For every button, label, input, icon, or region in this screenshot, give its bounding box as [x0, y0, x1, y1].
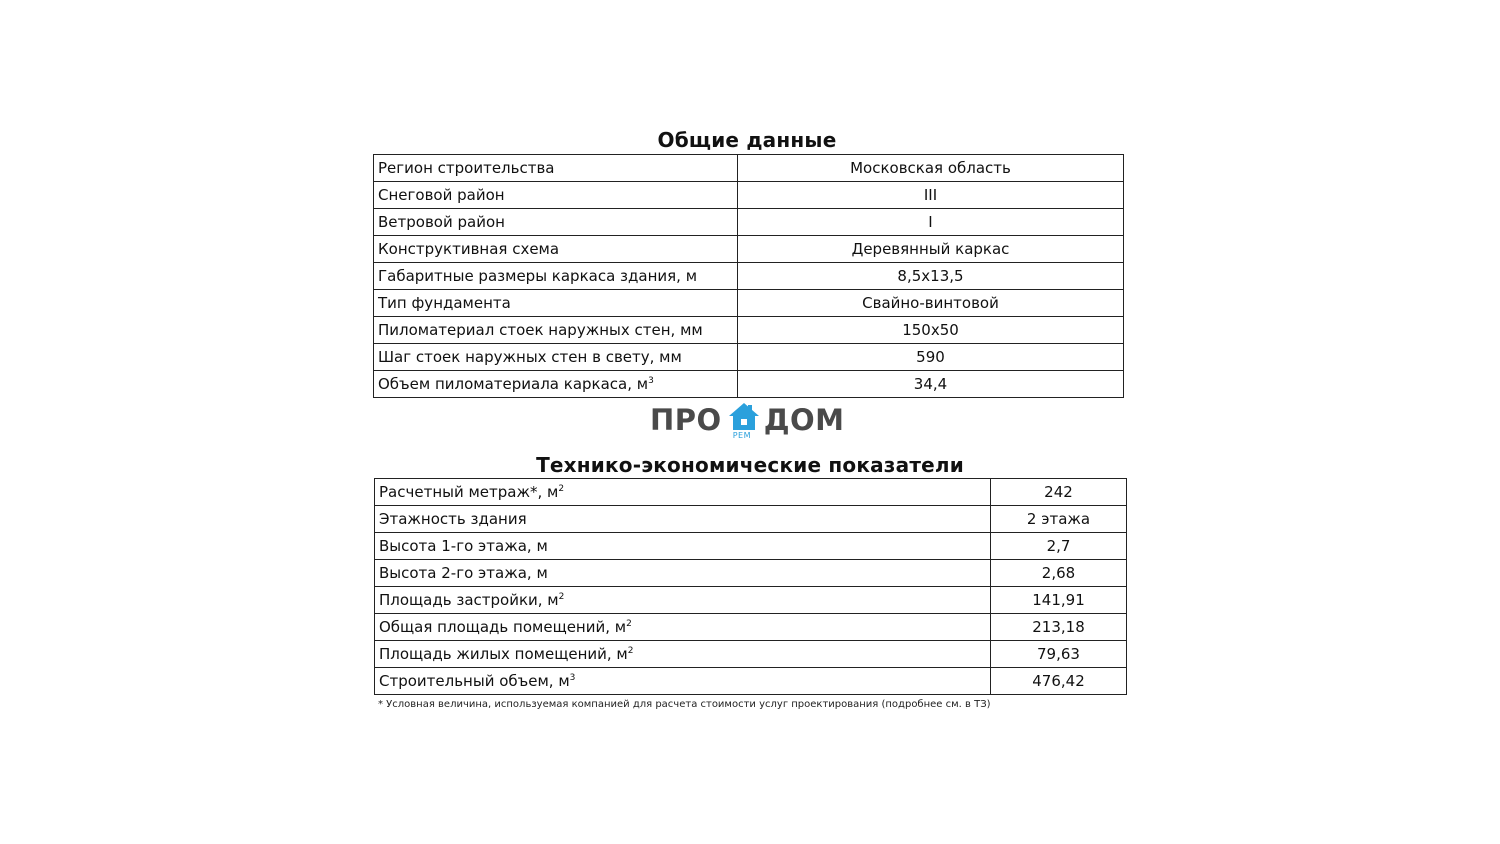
- row-label: Этажность здания: [375, 506, 991, 533]
- row-value: 150х50: [738, 317, 1124, 344]
- general-data-table: [373, 154, 1124, 398]
- row-label: [375, 614, 991, 641]
- row-value: Деревянный каркас: [738, 236, 1124, 263]
- table-row: [374, 263, 1124, 290]
- unit-exponent: 2: [626, 619, 632, 629]
- row-value: Московская область: [738, 155, 1124, 182]
- tech-indicators-table: [374, 478, 1127, 695]
- row-label: [375, 587, 991, 614]
- unit-exponent: 3: [569, 673, 576, 683]
- row-label-text: Строительный объем, м: [379, 672, 570, 690]
- table-row: [374, 371, 1124, 398]
- table-row: [375, 479, 1127, 506]
- row-label-text: Общая площадь помещений, м: [379, 618, 627, 636]
- row-value: 2,68: [991, 560, 1127, 587]
- house-icon: [728, 402, 760, 442]
- row-label-text: Расчетный метраж*, м: [379, 483, 559, 501]
- row-label: Ветровой район: [374, 209, 738, 236]
- row-label: Конструктивная схема: [374, 236, 738, 263]
- row-label: Габаритные размеры каркаса здания, м: [374, 263, 738, 290]
- row-value: 8,5х13,5: [738, 263, 1124, 290]
- row-value: 213,18: [991, 614, 1127, 641]
- table-row: [375, 533, 1127, 560]
- table-row: [375, 587, 1127, 614]
- table-row: [375, 614, 1127, 641]
- logo-left-text: ПРО: [650, 403, 722, 437]
- row-value: 34,4: [738, 371, 1124, 398]
- logo-sub-text: РЕМ: [732, 431, 751, 440]
- table-row: [374, 236, 1124, 263]
- row-label: [375, 641, 991, 668]
- row-value: III: [738, 182, 1124, 209]
- unit-exponent: 2: [558, 484, 565, 494]
- row-value: 476,42: [991, 668, 1127, 695]
- table-row: [374, 317, 1124, 344]
- unit-exponent: 3: [648, 376, 654, 386]
- table-row: [374, 155, 1124, 182]
- row-label: Тип фундамента: [374, 290, 738, 317]
- tech-indicators-title: Технико-экономические показатели: [536, 453, 964, 477]
- row-value: 2,7: [991, 533, 1127, 560]
- unit-exponent: 2: [627, 646, 634, 656]
- table-row: [374, 290, 1124, 317]
- row-label-text: Площадь застройки, м: [379, 591, 559, 609]
- general-data-title: Общие данные: [657, 128, 837, 152]
- company-logo: [650, 402, 845, 442]
- row-label: Шаг стоек наружных стен в свету, мм: [374, 344, 738, 371]
- row-value: Свайно-винтовой: [738, 290, 1124, 317]
- row-value: 141,91: [991, 587, 1127, 614]
- row-label: Снеговой район: [374, 182, 738, 209]
- row-label: Высота 1-го этажа, м: [375, 533, 991, 560]
- table-row: [374, 209, 1124, 236]
- row-label: [375, 479, 991, 506]
- row-label: [375, 668, 991, 695]
- row-label-text: Площадь жилых помещений, м: [379, 645, 628, 663]
- table-row: [374, 182, 1124, 209]
- row-label-text: Объем пиломатериала каркаса, м: [378, 375, 649, 393]
- row-value: 242: [991, 479, 1127, 506]
- table-row: [375, 641, 1127, 668]
- row-value: 2 этажа: [991, 506, 1127, 533]
- row-value: 79,63: [991, 641, 1127, 668]
- table-row: [375, 560, 1127, 587]
- unit-exponent: 2: [558, 592, 565, 602]
- table-row: [375, 506, 1127, 533]
- row-value: 590: [738, 344, 1124, 371]
- row-label: Регион строительства: [374, 155, 738, 182]
- row-value: I: [738, 209, 1124, 236]
- footnote: * Условная величина, используемая компанией для расчета стоимости услуг проектирования (подробнее см. в ТЗ): [378, 699, 991, 710]
- row-label: [374, 371, 738, 398]
- logo-right-text: ДОМ: [763, 403, 845, 437]
- row-label: Высота 2-го этажа, м: [375, 560, 991, 587]
- table-row: [374, 344, 1124, 371]
- row-label: Пиломатериал стоек наружных стен, мм: [374, 317, 738, 344]
- table-row: [375, 668, 1127, 695]
